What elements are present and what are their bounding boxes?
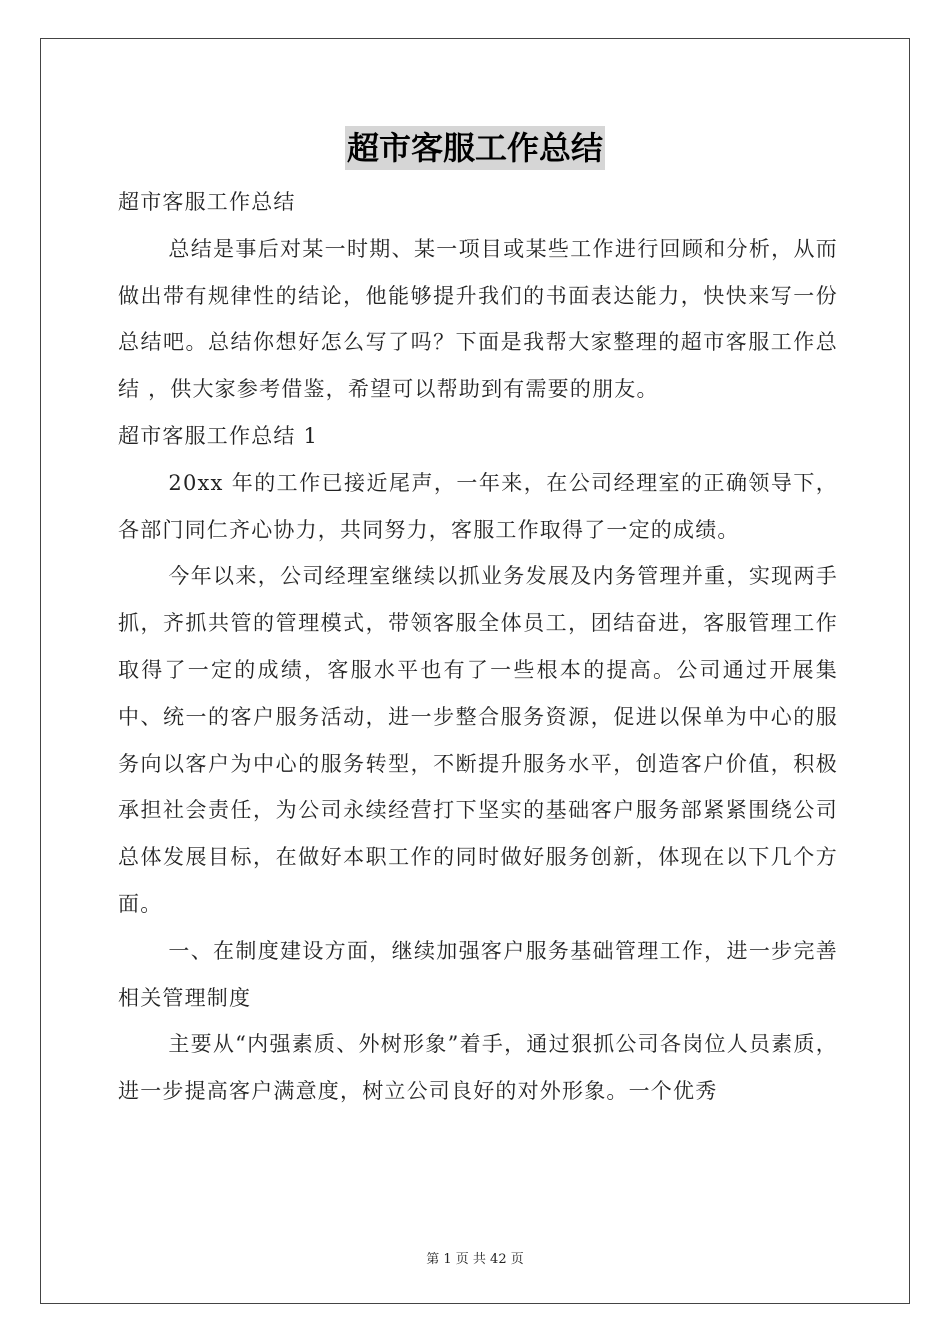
paragraph: 超市客服工作总结: [118, 190, 296, 214]
page-footer: [0, 1248, 950, 1267]
paragraph: 一、在制度建设方面，继续加强客户服务基础管理工作，进一步完善相关管理制度: [118, 938, 838, 1010]
paragraph: 20xx 年的工作已接近尾声，一年来，在公司经理室的正确领导下，各部门同仁齐心协力，共同努力，客服工作取得了一定的成绩。: [118, 470, 838, 542]
paragraph: 总结是事后对某一时期、某一项目或某些工作进行回顾和分析，从而做出带有规律性的结论，他能够提升我们的书面表达能力，快快来写一份总结吧。总结你想好怎么写了吗？下面是我帮大家整理的超市客服工作总结 ，供大家参考借鉴，希望可以帮助到有需要的朋友。: [118, 236, 838, 402]
paragraph: 超市客服工作总结 1: [118, 423, 319, 448]
title-container: [0, 126, 950, 170]
page-number: 第 1 页 共 42 页: [426, 1252, 524, 1267]
document-title: 超市客服工作总结: [345, 126, 605, 170]
document-body: [118, 179, 838, 1115]
paragraph: 今年以来，公司经理室继续以抓业务发展及内务管理并重，实现两手抓，齐抓共管的管理模式，带领客服全体员工，团结奋进，客服管理工作取得了一定的成绩，客服水平也有了一些根本的提高。公司通过开展集中、统一的客户服务活动，进一步整合服务资源，促进以保单为中心的服务向以客户为中心的服务转型，不断提升服务水平，创造客户价值，积极承担社会责任，为公司永续经营打下坚实的基础客户服务部紧紧围绕公司总体发展目标，在做好本职工作的同时做好服务创新，体现在以下几个方面。: [118, 564, 838, 916]
paragraph: 主要从“内强素质、外树形象”着手，通过狠抓公司各岗位人员素质，进一步提高客户满意度，树立公司良好的对外形象。一个优秀: [118, 1032, 838, 1104]
